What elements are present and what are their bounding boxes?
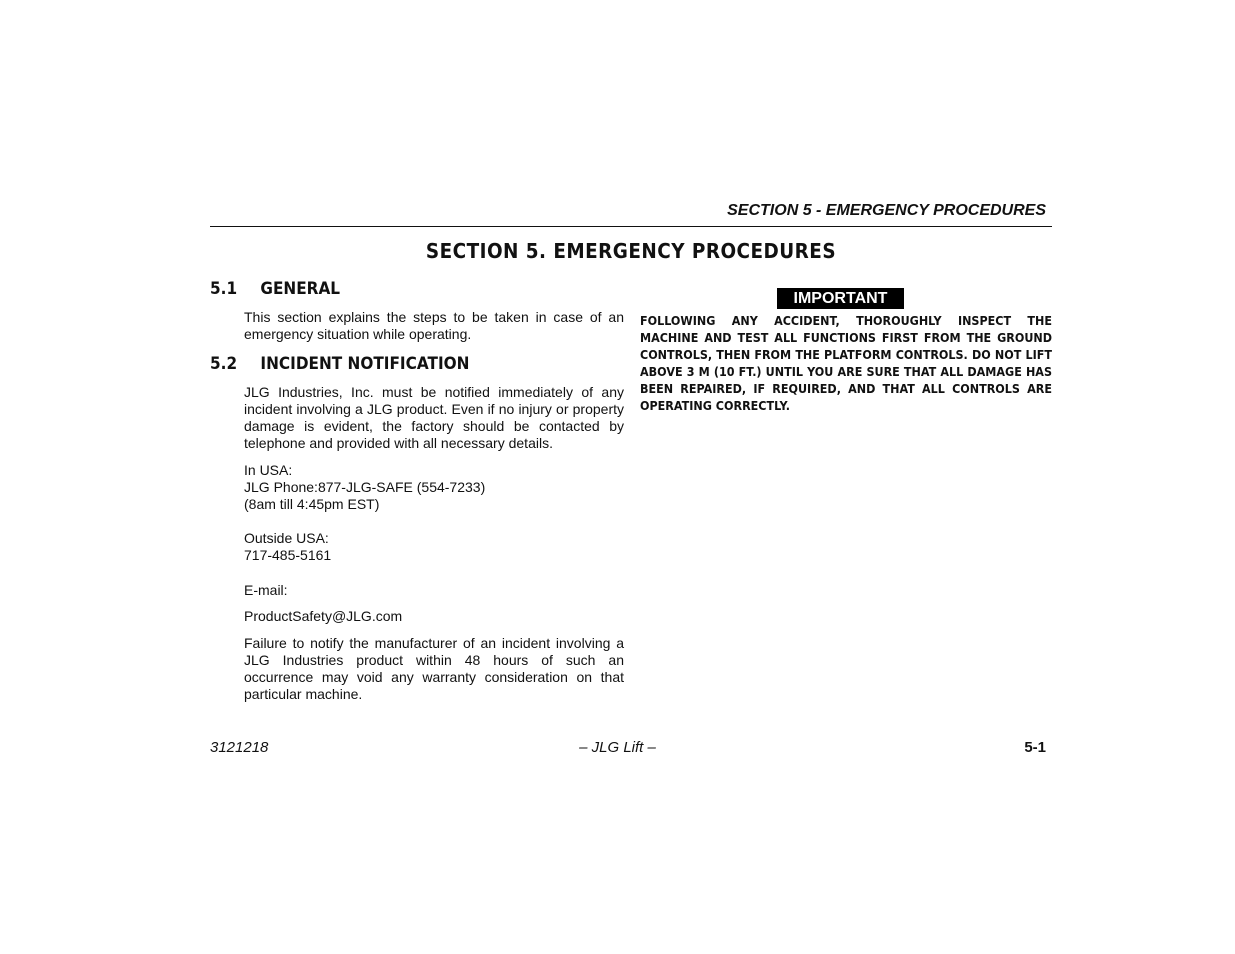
running-header: SECTION 5 - EMERGENCY PROCEDURES — [727, 202, 1046, 219]
outside-phone: 717-485-5161 — [244, 547, 332, 563]
heading-general — [210, 279, 340, 299]
email-label: E-mail: — [244, 582, 288, 598]
usa-phone: JLG Phone:877-JLG-SAFE (554-7233) — [244, 479, 486, 495]
important-badge: IMPORTANT — [777, 288, 904, 309]
heading-incident-label: INCIDENT NOTIFICATION — [260, 354, 470, 374]
important-text: FOLLOWING ANY ACCIDENT, THOROUGHLY INSPECT THE MACHINE AND TEST ALL FUNCTIONS FIRST FROM THE GROUND CONTROLS, THEN FROM THE PLATFORM CONTROLS. DO NOT LIFT ABOVE 3 M (10 FT.) UNTIL YOU ARE SURE THAT ALL DAMAGE HAS BEEN REPAIRED, IF REQUIRED, AND THAT ALL CONTROLS ARE OPERATING CORRECTLY. — [640, 314, 1052, 413]
heading-incident — [210, 354, 469, 374]
footer-page-number: 5-1 — [1024, 739, 1046, 756]
outside-label: Outside USA: — [244, 530, 329, 546]
page-title: SECTION 5. EMERGENCY PROCEDURES — [425, 239, 837, 263]
footer-doc-number: 3121218 — [210, 739, 269, 756]
heading-incident-number: 5.2 — [210, 354, 238, 374]
heading-general-label: GENERAL — [260, 279, 341, 299]
heading-general-number: 5.1 — [210, 279, 238, 299]
email-address: ProductSafety@JLG.com — [244, 608, 403, 624]
incident-intro: JLG Industries, Inc. must be notified immediately of any incident involving a JLG product. Even if no injury or property damage is evident, the factory should be contacted by telephone and provided with all necessary details. — [244, 384, 624, 451]
usa-hours: (8am till 4:45pm EST) — [244, 496, 380, 512]
footer-center: – JLG Lift – — [579, 739, 656, 756]
header-rule — [210, 226, 1052, 227]
notification-warning: Failure to notify the manufacturer of an incident involving a JLG Industries product within 48 hours of such an occurrence may void any warranty consideration on that particular machine. — [244, 635, 624, 702]
general-body: This section explains the steps to be taken in case of an emergency situation while operating. — [244, 309, 624, 342]
usa-label: In USA: — [244, 462, 293, 478]
